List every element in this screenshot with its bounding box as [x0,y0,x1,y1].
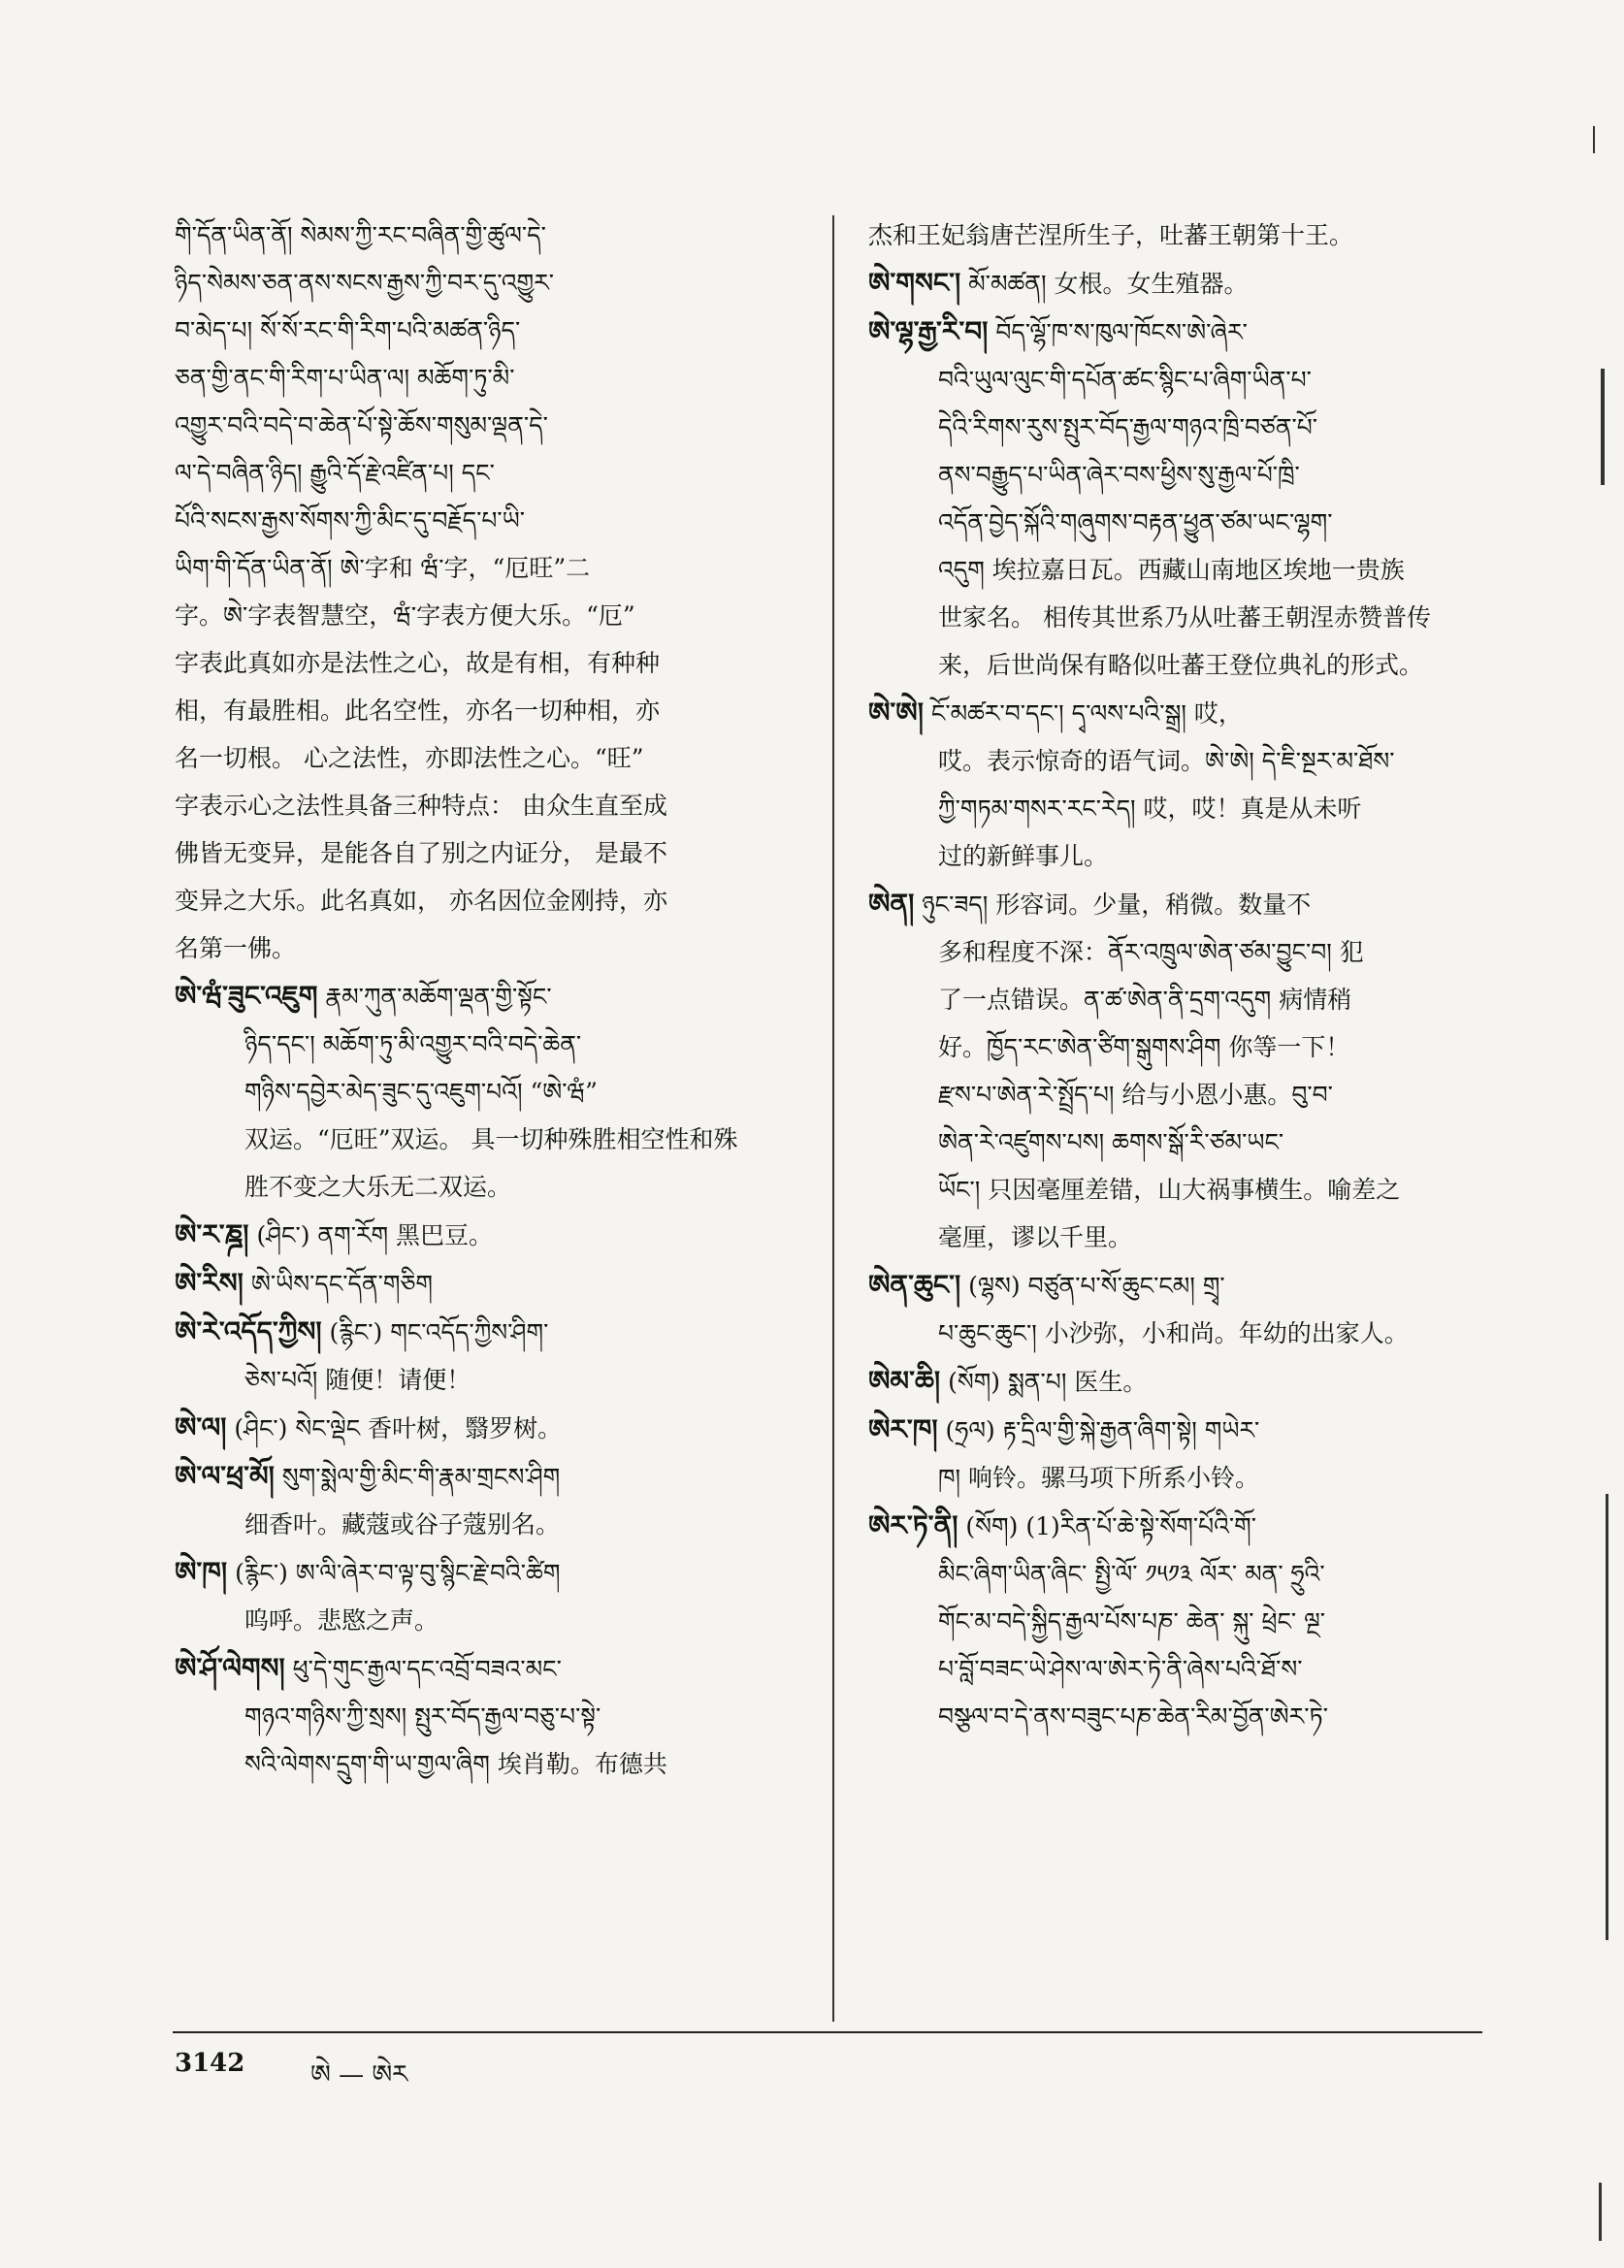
dictionary-entry [175,1259,805,1308]
entry-text: ཉིད་སེམས་ཅན་ནས་སངས་རྒྱས་ཀྱི་བར་དུ་འགྱུར་ [175,269,555,297]
entry-line [868,259,1499,308]
entry-text: ཅན་གྱི་ནང་གི་རིག་པ་ཡིན་ལ། མཆོག་ཏུ་མི་ [175,364,515,392]
dictionary-entry [868,211,1499,259]
entry-line [175,402,805,449]
entry-headword: ཨེན་ཆུང་། [868,1269,961,1301]
entry-line [868,689,1499,737]
entry-line [175,924,805,972]
entry-text: ཉུང་ཟད། 形容词。少量，稍微。数量不 [922,891,1312,919]
entry-text: དེའི་རིགས་རུས་སྤུར་བོད་རྒྱལ་གཉའ་ཁྲི་བཙན་པོ་ [938,413,1318,441]
entry-line [175,1356,805,1404]
scan-mark [1601,369,1605,485]
entry-text: 多和程度不深：ནོར་འཁྲུལ་ཨེན་ཙམ་བྱུང་བ། 犯 [938,938,1364,966]
entry-text: ལ་དེ་བཞིན་ཉིད། རྒྱུའི་དོ་རྗེ་འཛིན་པ། དང་ [175,459,495,487]
entry-text: ཡོང་། 只因毫厘差错，山大祸事横生。喻差之 [938,1176,1401,1204]
entry-line [175,211,805,259]
entry-text: ཀྱི་གཏམ་གསར་རང་རེད། 哎，哎！真是从未听 [938,794,1362,823]
entry-text: པོའི་སངས་རྒྱས་སོགས་ཀྱི་མིང་དུ་བརྗོད་པ་ཡི་ [175,506,525,535]
entry-line [175,1308,805,1356]
entry-line [868,737,1499,785]
entry-headword: ཨེ་ཤོ་ལེགས། [175,1652,285,1684]
entry-text: 呜呼。悲愍之声。 [244,1606,439,1635]
entry-text: ཉིད་དང་། མཆོག་ཏུ་མི་འགྱུར་བའི་བདེ་ཆེན་ [244,1030,582,1058]
entry-text: པ་བློ་བཟང་ཡེ་ཤེས་ལ་ཨེར་ཏེ་ནི་ཞེས་པའི་ཐོ་ས་ [938,1655,1303,1683]
entry-line [868,1406,1499,1454]
entry-text: བ་མེད་པ། སོ་སོ་རང་གི་རིག་པའི་མཚན་ཉིད་ [175,316,521,344]
entry-line [175,592,805,639]
entry-line [175,497,805,544]
entry-line [175,1163,805,1211]
entry-line [868,451,1499,499]
entry-text: ངོ་མཚར་བ་དང་། དྭ་ལས་པའི་སྒྲ། 哎， [930,699,1243,728]
entry-text: ནས་བརྒྱུད་པ་ཡིན་ཞེར་བས་ཕྱིས་སུ་རྒྱལ་པོ་ཁྲི་ [938,461,1300,489]
entry-line [175,1068,805,1116]
dictionary-entry [868,1406,1499,1502]
dictionary-entry [175,1308,805,1404]
entry-line [868,1071,1499,1118]
entry-line [868,1502,1499,1550]
entry-headword: ཨེ་ར་ཎྜ། [175,1218,249,1250]
entry-text: ཅེས་པའོ། 随便！请便！ [244,1366,471,1394]
entry-line [868,976,1499,1023]
entry-line [175,1116,805,1163]
dictionary-entry [175,1211,805,1259]
entry-text: འདུག 埃拉嘉日瓦。西藏山南地区埃地一贵族 [938,556,1405,584]
entry-line [868,832,1499,880]
entry-line [175,307,805,354]
entry-line [868,1310,1499,1357]
entry-line [868,308,1499,356]
dictionary-entry [868,1357,1499,1406]
entry-text: གི་དོན་ཡིན་ནོ། སེམས་ཀྱི་རང་བཞིན་གྱི་ཚུལ་དེ་ [175,221,546,249]
dictionary-entry [175,1644,805,1788]
dictionary-entry [868,308,1499,689]
entry-headword: ཨེར་ཁ། [868,1413,938,1445]
entry-text: 了一点错误。ན་ཚ་ཨེན་ནི་དྲག་འདུག 病情稍 [938,986,1352,1014]
entry-line [868,404,1499,451]
entry-text: མིང་ཞིག་ཡིན་ཞིང་ སྤྱི་ལོ་ ༡༥༡༣ ལོར་ མན་ ཧྲུའི་ [938,1560,1325,1588]
entry-text: པ་ཆུང་ཆུང་། 小沙弥，小和尚。年幼的出家人。 [938,1319,1409,1347]
entry-line [868,641,1499,689]
scan-mark [1599,2183,1602,2241]
entry-line [175,259,805,307]
entry-text: 名第一佛。 [175,934,297,962]
entry-line [868,1023,1499,1071]
entry-text: 毫厘，谬以千里。 [938,1223,1133,1251]
entry-text: 来，后世尚保有略似吐蕃王登位典礼的形式。 [938,651,1424,679]
entry-line [175,1211,805,1259]
dictionary-entry [868,1502,1499,1740]
entry-text: 杰和王妃翁唐芒涅所生子，吐蕃王朝第十王。 [868,221,1354,249]
entry-text: མོ་མཚན། 女根。女生殖器。 [968,270,1249,298]
entry-line [175,782,805,829]
entry-headword: ཨེ་ཨེ། [868,697,924,729]
entry-text: (ཤིང་) ནག་རོག 黑巴豆。 [256,1221,494,1249]
entry-line [868,1598,1499,1645]
entry-text: འགྱུར་བའི་བདེ་བ་ཆེན་པོ་སྟེ་ཆོས་གསུམ་ལྡན་དེ་ [175,411,548,439]
entry-text: 世家名。 相传其世系乃从吐蕃王朝涅赤赞普传 [938,603,1431,632]
entry-line [175,877,805,924]
entry-headword: ཨེ་རིས། [175,1267,244,1299]
entry-headword: ཨེམ་ཆི། [868,1365,941,1397]
entry-line [868,546,1499,594]
entry-line [175,1597,805,1644]
dictionary-entry [868,689,1499,880]
entry-line [868,785,1499,832]
entry-text: གཉིས་དབྱེར་མེད་ཟུང་དུ་འཇུག་པའོ། “ཨེ་ཝཾ” [244,1078,598,1106]
left-column [175,211,805,1788]
page-number: 3142 [175,2049,245,2078]
entry-headword: ཨེ་གསང་། [868,267,961,299]
entry-line [175,1693,805,1740]
right-column [868,211,1499,1740]
entry-line [175,354,805,402]
dictionary-entry [868,1261,1499,1357]
entry-line [175,1501,805,1548]
entry-line [175,639,805,687]
dictionary-entry [868,259,1499,308]
entry-line [868,356,1499,404]
entry-line [175,1548,805,1597]
entry-text: (ཧྲལ) རྟ་དྲིལ་གྱི་སྐེ་རྒྱན་ཞིག་སྟེ། གཡེར་ [945,1416,1260,1444]
entry-text: (ལྷས) བཙུན་པ་སོ་ཆུང་ངམ། གྲྭ་ [968,1272,1225,1300]
entry-text: སུག་སྨེལ་གྱི་མིང་གི་རྣམ་གྲངས་ཤིག [281,1463,561,1491]
entry-line [175,1259,805,1308]
entry-line [868,1357,1499,1406]
entry-text: 胜不变之大乐无二双运。 [244,1173,512,1201]
dictionary-entry [175,1404,805,1452]
entry-line [868,1454,1499,1502]
entry-line [868,880,1499,928]
entry-text: རྫས་པ་ཨེན་རེ་སྤྲོད་པ། 给与小恩小惠。བུ་བ་ [938,1081,1333,1109]
entry-text: 字。ཨེ་字表智慧空，ཝཾ་字表方便大乐。“厄” [175,601,635,630]
entry-text: བའི་ཡུལ་ལུང་གི་དཔོན་ཚང་སྙིང་པ་ཞིག་ཡིན་པ་ [938,366,1312,394]
entry-text: 佛皆无变异，是能各自了别之内证分， 是最不 [175,839,667,867]
entry-text: གཉའ་གཉིས་ཀྱི་སྲས། སྤུར་བོད་རྒྱལ་བཅུ་པ་སྟེ་ [244,1702,601,1731]
entry-text: (རྙིང་) གང་འདོད་ཀྱིས་ཤིག་ [329,1318,549,1346]
scan-mark [1606,1494,1608,1940]
entry-line [868,1645,1499,1693]
entry-line [175,1644,805,1693]
entry-line [868,1214,1499,1261]
entry-headword: ཨེ་ལྷ་རྒྱ་རི་བ། [868,315,989,347]
scan-mark [1593,126,1595,153]
entry-line [175,972,805,1021]
entry-line [175,1404,805,1452]
entry-line [868,1261,1499,1310]
entry-line [175,544,805,592]
entry-headword: ཨེ་ལ་ཕྲ་མོ། [175,1460,275,1492]
footer-rule [173,2031,1482,2033]
entry-text: 变异之大乐。此名真如， 亦名因位金刚持，亦 [175,887,667,915]
entry-headword: ཨེར་ཏེ་ནི། [868,1509,958,1541]
entry-text: 好。ཁྱོད་རང་ཨེན་ཙིག་སྒུགས་ཤིག 你等一下！ [938,1033,1350,1061]
entry-text: སའི་ལེགས་དྲུག་གི་ཡ་གྱལ་ཞིག 埃肖勒。布德共 [244,1750,667,1778]
dictionary-entry [175,972,805,1211]
entry-text: ཨེ་ཡིས་དང་དོན་གཅིག [250,1270,434,1298]
entry-headword: ཨེ་རེ་འདོད་ཀྱིས། [175,1315,322,1347]
entry-headword: ཨེན། [868,888,915,920]
entry-text: 字表示心之法性具备三种特点： 由众生直至成 [175,792,667,820]
entry-text: གོང་མ་བདེ་སྐྱིད་རྒྱལ་པོས་པཎ་ ཆེན་ སྐུ་ ཕྲེང་ ལྔ་ [938,1607,1326,1636]
entry-line [175,734,805,782]
entry-text: 细香叶。藏蔻或谷子蔻别名。 [244,1510,561,1539]
entry-line [868,1550,1499,1598]
entry-headword: ཨེ་ཝཾ་ཟུང་འཇུག [175,980,318,1012]
entry-line [868,1166,1499,1214]
entry-text: བསྩལ་བ་དེ་ནས་བཟུང་པཎ་ཆེན་རིམ་བྱོན་ཨེར་ཏེ་ [938,1702,1328,1731]
entry-line [175,1740,805,1788]
entry-text: (ཤིང་) སེང་ལྡེང 香叶树，翳罗树。 [234,1414,563,1442]
entry-line [175,687,805,734]
entry-line [868,1693,1499,1740]
entry-line [868,211,1499,259]
entry-line [868,594,1499,641]
dictionary-entry [175,1452,805,1548]
entry-line [175,449,805,497]
entry-line [175,829,805,877]
entry-line [868,1118,1499,1166]
dictionary-entry [175,211,805,972]
entry-text: 字表此真如亦是法性之心，故是有相，有种种 [175,649,661,677]
entry-line [868,928,1499,976]
entry-text: 哎。表示惊奇的语气词。ཨེ་ཨེ། དེ་ཇི་སྔར་མ་ཐོས་ [938,747,1395,775]
entry-headword: ཨེ་ཁ། [175,1556,228,1588]
entry-text: ཕུ་དེ་གུང་རྒྱལ་དང་འབྲོ་བཟའ་མང་ [292,1655,562,1683]
entry-text: (སོག) སྨན་པ། 医生。 [948,1368,1148,1396]
entry-text: (རྙིང་) ཨ་ལི་ཞེར་བ་ལྟ་བུ་སྙིང་རྗེ་བའི་ཚིག [235,1559,561,1587]
entry-text: 相，有最胜相。此名空性，亦名一切种相，亦 [175,697,661,725]
entry-text: 双运。“厄旺”双运。 具一切种殊胜相空性和殊 [244,1125,738,1153]
running-head: ཨེ — ཨེར [310,2060,408,2090]
entry-text: (སོག) (1)རིན་པོ་ཆེ་སྟེ་སོག་པོའི་གོ་ [965,1512,1257,1540]
entry-text: 名一切根。 心之法性，亦即法性之心。“旺” [175,744,644,772]
entry-text: བོད་ལྷོ་ཁ་ས་ཁུལ་ཁོངས་ཨེ་ཞེར་ [995,318,1248,346]
column-divider [832,215,834,2022]
entry-text: རྣམ་ཀུན་མཆོག་ལྡན་གྱི་སྟོང་ [325,983,552,1011]
entry-line [175,1021,805,1068]
entry-line [868,499,1499,546]
entry-line [175,1452,805,1501]
entry-text: 过的新鲜事儿。 [938,842,1109,870]
entry-headword: ཨེ་ལ། [175,1411,227,1443]
dictionary-entry [175,1548,805,1644]
entry-text: ཡིག་གི་དོན་ཡིན་ནོ། ཨེ་字和 ཝཾ་字，“厄旺”二 [175,554,591,582]
entry-text: ཨེན་རེ་འཛུགས་པས། ཆགས་སྒོ་རི་ཙམ་ཡང་ [938,1128,1284,1156]
dictionary-entry [868,880,1499,1261]
entry-text: ཁ། 响铃。骡马项下所系小铃。 [938,1464,1259,1492]
entry-text: འདོན་བྱེད་སྐོའི་གཞུགས་བརྟན་ཕྱུན་ཙམ་ཡང་ལྷག་ [938,508,1333,536]
